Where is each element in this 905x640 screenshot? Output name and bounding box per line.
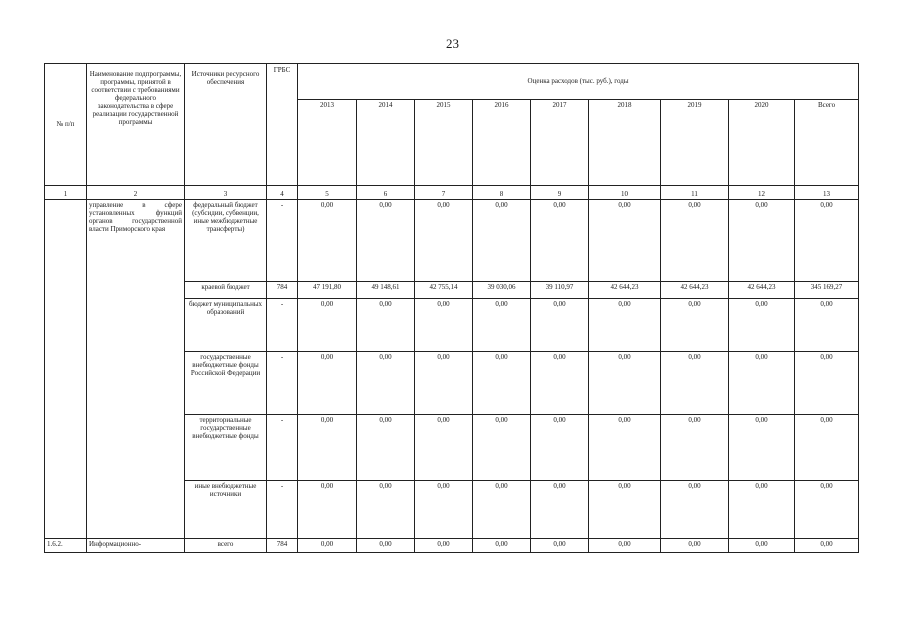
value-cell: 0,00 xyxy=(795,481,859,539)
value-cell: 42 644,23 xyxy=(729,282,795,299)
column-number: 5 xyxy=(298,186,357,200)
value-cell: 0,00 xyxy=(357,200,415,282)
header-year: 2018 xyxy=(589,100,661,186)
value-cell: 0,00 xyxy=(661,539,729,553)
section-name: управление в сфере установленных функций органов государственной власти Приморского края xyxy=(87,200,185,539)
grbs-cell: 784 xyxy=(267,282,298,299)
source-cell: краевой бюджет xyxy=(185,282,267,299)
value-cell: 42 644,23 xyxy=(589,282,661,299)
source-cell: федеральный бюджет (субсидии, субвенции, иные межбюджетные трансферты) xyxy=(185,200,267,282)
column-number: 12 xyxy=(729,186,795,200)
header-year: 2016 xyxy=(473,100,531,186)
header-source: Источники ресурсного обеспечения xyxy=(185,64,267,186)
value-cell: 0,00 xyxy=(473,352,531,415)
value-cell: 0,00 xyxy=(357,299,415,352)
value-cell: 0,00 xyxy=(415,352,473,415)
value-cell: 0,00 xyxy=(795,200,859,282)
column-number: 1 xyxy=(45,186,87,200)
value-cell: 0,00 xyxy=(298,200,357,282)
value-cell: 0,00 xyxy=(415,200,473,282)
page-number: 23 xyxy=(446,36,459,51)
value-cell: 0,00 xyxy=(531,415,589,481)
source-cell: государственные внебюджетные фонды Российской Федерации xyxy=(185,352,267,415)
column-number: 7 xyxy=(415,186,473,200)
header-year: 2019 xyxy=(661,100,729,186)
value-cell: 42 644,23 xyxy=(661,282,729,299)
source-cell: всего xyxy=(185,539,267,553)
grbs-cell: - xyxy=(267,200,298,282)
column-number: 13 xyxy=(795,186,859,200)
header-name: Наименование подпрограммы, программы, принятой в соответствии с требованиями федерального законодательства в сфере реализации государственной программы xyxy=(87,64,185,186)
value-cell: 0,00 xyxy=(729,539,795,553)
value-cell: 0,00 xyxy=(589,352,661,415)
value-cell: 0,00 xyxy=(298,352,357,415)
value-cell: 345 169,27 xyxy=(795,282,859,299)
value-cell: 0,00 xyxy=(473,200,531,282)
value-cell: 0,00 xyxy=(531,481,589,539)
value-cell: 0,00 xyxy=(531,200,589,282)
header-num: № п/п xyxy=(45,64,87,186)
value-cell: 0,00 xyxy=(729,481,795,539)
value-cell: 0,00 xyxy=(415,481,473,539)
value-cell: 0,00 xyxy=(589,415,661,481)
value-cell: 39 030,06 xyxy=(473,282,531,299)
column-number: 10 xyxy=(589,186,661,200)
column-number: 11 xyxy=(661,186,729,200)
column-number: 4 xyxy=(267,186,298,200)
header-year: 2015 xyxy=(415,100,473,186)
budget-table xyxy=(44,63,859,553)
value-cell: 0,00 xyxy=(357,352,415,415)
grbs-cell: - xyxy=(267,299,298,352)
value-cell: 0,00 xyxy=(415,539,473,553)
source-cell: иные внебюджетные источники xyxy=(185,481,267,539)
value-cell: 0,00 xyxy=(589,481,661,539)
grbs-cell: - xyxy=(267,415,298,481)
grbs-cell: 784 xyxy=(267,539,298,553)
header-year-total: Всего xyxy=(795,100,859,186)
value-cell: 0,00 xyxy=(795,352,859,415)
value-cell: 47 191,80 xyxy=(298,282,357,299)
value-cell: 0,00 xyxy=(589,539,661,553)
grbs-cell: - xyxy=(267,481,298,539)
column-number: 6 xyxy=(357,186,415,200)
value-cell: 0,00 xyxy=(661,352,729,415)
value-cell: 0,00 xyxy=(589,299,661,352)
value-cell: 0,00 xyxy=(415,415,473,481)
source-cell: бюджет муниципальных образований xyxy=(185,299,267,352)
header-estimate: Оценка расходов (тыс. руб.), годы xyxy=(298,64,859,100)
header-year: 2014 xyxy=(357,100,415,186)
value-cell: 0,00 xyxy=(661,415,729,481)
value-cell: 0,00 xyxy=(531,352,589,415)
value-cell: 42 755,14 xyxy=(415,282,473,299)
column-number: 2 xyxy=(87,186,185,200)
value-cell: 0,00 xyxy=(473,299,531,352)
value-cell: 0,00 xyxy=(298,299,357,352)
column-number: 8 xyxy=(473,186,531,200)
value-cell: 0,00 xyxy=(661,299,729,352)
row-name: Информационно- xyxy=(87,539,185,553)
value-cell: 0,00 xyxy=(795,539,859,553)
value-cell: 0,00 xyxy=(357,415,415,481)
row-number-cell xyxy=(45,200,87,539)
value-cell: 0,00 xyxy=(473,481,531,539)
header-year: 2013 xyxy=(298,100,357,186)
value-cell: 0,00 xyxy=(531,539,589,553)
value-cell: 0,00 xyxy=(795,299,859,352)
header-grbs: ГРБС xyxy=(267,64,298,186)
header-year: 2017 xyxy=(531,100,589,186)
source-cell: территориальные государственные внебюджетные фонды xyxy=(185,415,267,481)
column-number: 3 xyxy=(185,186,267,200)
value-cell: 0,00 xyxy=(661,481,729,539)
row-number: 1.6.2. xyxy=(45,539,87,553)
value-cell: 0,00 xyxy=(729,200,795,282)
column-number-row xyxy=(45,186,859,200)
grbs-cell: - xyxy=(267,352,298,415)
value-cell: 0,00 xyxy=(357,481,415,539)
value-cell: 0,00 xyxy=(298,539,357,553)
value-cell: 0,00 xyxy=(298,415,357,481)
value-cell: 0,00 xyxy=(589,200,661,282)
column-number: 9 xyxy=(531,186,589,200)
value-cell: 0,00 xyxy=(531,299,589,352)
table-row xyxy=(45,200,859,282)
value-cell: 0,00 xyxy=(473,539,531,553)
value-cell: 39 110,97 xyxy=(531,282,589,299)
value-cell: 0,00 xyxy=(415,299,473,352)
value-cell: 0,00 xyxy=(661,200,729,282)
value-cell: 0,00 xyxy=(729,299,795,352)
value-cell: 0,00 xyxy=(357,539,415,553)
value-cell: 49 148,61 xyxy=(357,282,415,299)
value-cell: 0,00 xyxy=(729,415,795,481)
header-year: 2020 xyxy=(729,100,795,186)
value-cell: 0,00 xyxy=(298,481,357,539)
value-cell: 0,00 xyxy=(473,415,531,481)
table-row xyxy=(45,539,859,553)
value-cell: 0,00 xyxy=(795,415,859,481)
value-cell: 0,00 xyxy=(729,352,795,415)
